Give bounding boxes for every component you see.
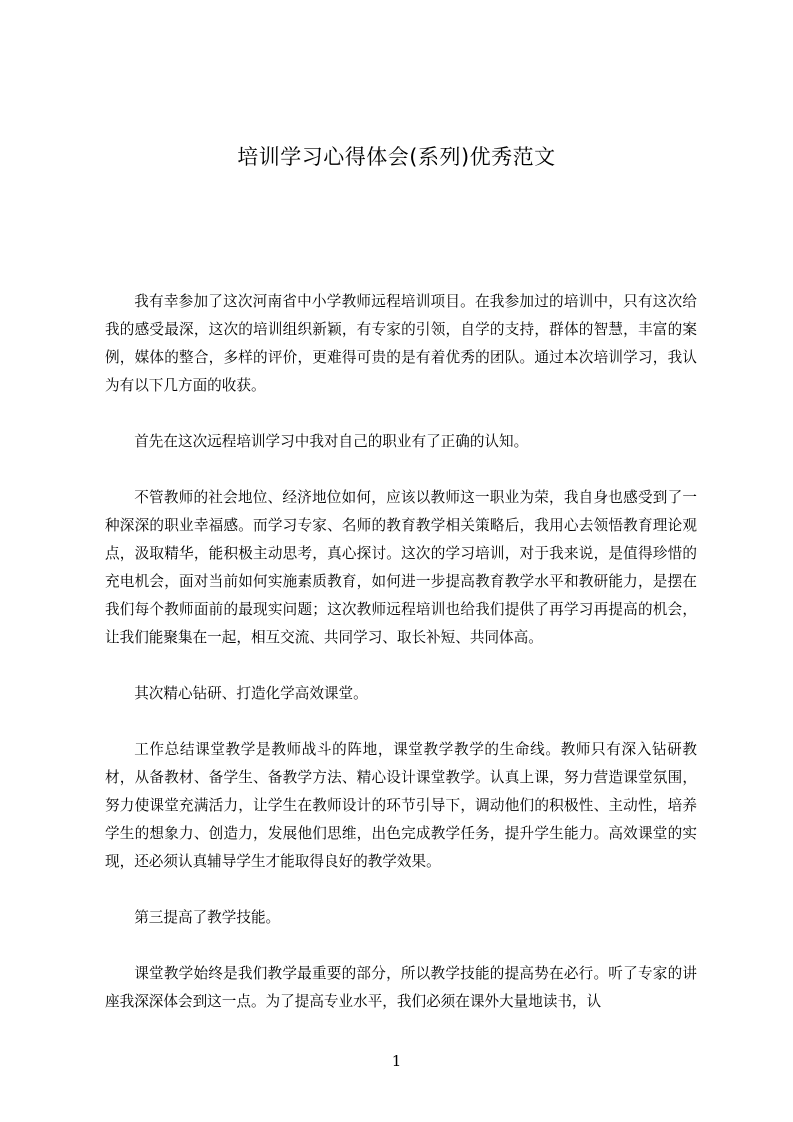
paragraph-intro: 我有幸参加了这次河南省中小学教师远程培训项目。在我参加过的培训中，只有这次给我的感受最深，这次的培训组织新颖，有专家的引领，自学的支持，群体的智慧，丰富的案例，媒体的整合，多样的评价，更难得可贵的是有着优秀的团队。通过本次培训学习，我认为有以下几方面的收获。: [105, 293, 697, 394]
paragraph-career-awareness: 不管教师的社会地位、经济地位如何，应该以教师这一职业为荣，我自身也感受到了一种深深的职业幸福感。而学习专家、名师的教育教学相关策略后，我用心去领悟教育理论观点，汲取精华，能积极主动思考，真心探讨。这次的学习培训，对于我来说，是值得珍惜的充电机会，面对当前如何实施素质教育，如何进一步提高教育教学水平和教研能力，是摆在我们每个教师面前的最现实问题；这次教师远程培训也给我们提供了再学习再提高的机会，让我们能聚集在一起，相互交流、共同学习、取长补短、共同体高。: [105, 489, 697, 646]
paragraph-heading-second: 其次精心钻研、打造化学高效课堂。: [134, 685, 368, 702]
paragraph-efficient-classroom: 工作总结课堂教学是教师战斗的阵地，课堂教学教学的生命线。教师只有深入钻研教材，从备教材、备学生、备教学方法、精心设计课堂教学。认真上课，努力营造课堂氛围，努力使课堂充满活力，让学生在教师设计的环节引导下，调动他们的积极性、主动性，培养学生的想象力、创造力，发展他们思维，出色完成教学任务，提升学生能力。高效课堂的实现，还必须认真辅导学生才能取得良好的教学效果。: [105, 741, 697, 870]
paragraph-teaching-skills: 课堂教学始终是我们教学最重要的部分，所以教学技能的提高势在必行。听了专家的讲座我深深体会到这一点。为了提高专业水平，我们必须在课外大量地读书，认: [105, 965, 697, 1010]
document-title: 培训学习心得体会(系列)优秀范文: [237, 145, 556, 169]
document-body: [105, 288, 697, 1016]
paragraph-heading-first: 首先在这次远程培训学习中我对自己的职业有了正确的认知。: [134, 433, 529, 450]
page-number: 1: [391, 1052, 402, 1070]
paragraph-heading-third: 第三提高了教学技能。: [134, 909, 281, 926]
